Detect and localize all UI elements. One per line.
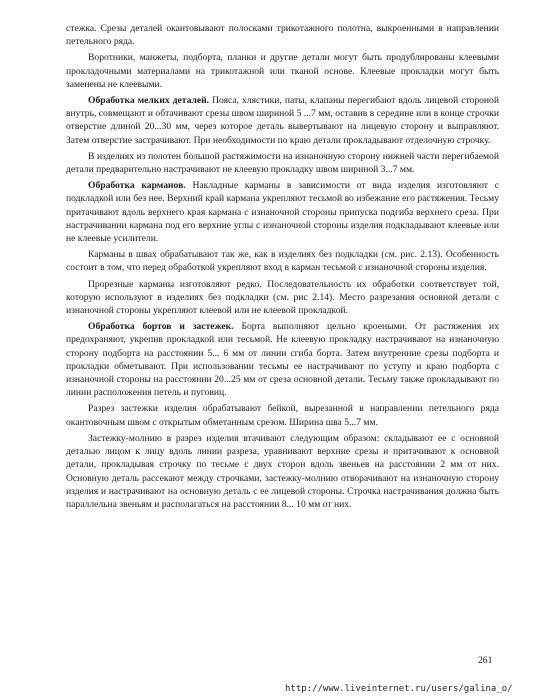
section-heading: Обработка карманов. [88, 180, 186, 192]
paragraph-text: Застежку-молнию в разрез изделия втачивают следующим образом: складывают ее с основной деталью лицом к лицу вдоль линии разреза, уравнивают верхние срезы и притачивают к основной детали, прокладывая строчку по тесьме с двух сторон вдоль звеньев на расстоянии 2 мм от них. Основную деталь рассекают между строчками, застежку-молнию отворачивают на изнаночную сторону изделия и настрачивают на основную деталь с ее лицевой стороны. Строчка настрачивания должна быть параллельна звеньям и располагаться на расстоянии 8... 10 мм от них. [66, 432, 499, 510]
paragraph [66, 248, 499, 274]
section-heading: Обработка мелких деталей. [88, 95, 210, 107]
paragraph [66, 320, 499, 399]
paragraph [66, 94, 499, 147]
paragraph [66, 278, 499, 318]
paragraph-text: Разрез застежки изделия обрабатывают бейкой, вырезанной в направлении петельного ряда окантовочным швом с открытым обметанным срезом. Ширина шва 5...7 мм. [66, 403, 499, 428]
paragraph [66, 402, 499, 428]
paragraph-text: Прорезные карманы изготовляют редко. Последовательность их обработки соответствует той, которую используют в изделиях без подкладки (см. рис 2.14). Место разрезания основной детали с изнаночной стороны укрепляют клеевой или не клеевой прокладкой. [66, 278, 499, 317]
paragraph-text: Накладные карманы в зависимости от вида изделия изготовляют с подкладкой или без нее. Верхний край кармана укрепляют тесьмой во избежание его растяжения. Тесьму притачивают вдоль верхнего края кармана с изнаночной стороны припуска подгиба верхнего среза. При настрачивании кармана под его верхние углы с изнаночной стороны изделия подкладывают клеевые или не клеевые усилители. [66, 180, 499, 245]
paragraph [66, 150, 499, 176]
paragraph-text: Пояса, хлястики, паты, клапаны перегибают вдоль лицевой стороной внутрь, совмещают и обтачивают срезы швом шириной 5 ...7 мм, оставив в середине или в конце строчки отверстие длиной 20...30 мм, через которое деталь вывертывают на лицевую сторону и выправляют. Затем отверстие застрачивают. При необходимости по краю детали прокладывают отделочную строчку. [66, 95, 499, 146]
paragraph [66, 51, 499, 91]
watermark-url: http://www.liveinternet.ru/users/galina_o/ [285, 684, 513, 694]
paragraph-text: Борта выполняют цельно кроеными. От растяжения их предохраняют, укрепив прокладкой или тесьмой. Не клеевую прокладку настрачивают на изнаночную сторону подборта на расстоянии 5... 6 мм от линии сгиба борта. Затем внутренние срезы подборта и прокладки обметывают. При использовании тесьмы ее настрачивают по уступу и краю подборта с изнаночной стороны на расстоянии 20...25 мм от среза основной детали. Тесьму также прокладывают по линии расположения петель и пуговиц. [66, 321, 499, 399]
paragraph-text: В изделиях из полотен большой растяжимости на изнаночную сторону нижней части перегибаемой детали предварительно настрачивают не клеевую прокладку швом шириной 3...7 мм. [66, 150, 499, 176]
section-heading: Обработка бортов и застежек. [88, 321, 234, 333]
paragraph-text: Карманы в швах обрабатывают так же, как в изделиях без подкладки (см. рис. 2.13). Особенность состоит в том, что перед обработкой укрепляют вход в карман тесьмой с изнаночной стороны изделия. [66, 249, 499, 274]
paragraph [66, 22, 499, 48]
page-number: 261 [478, 655, 493, 666]
paragraph [66, 432, 499, 511]
page-body [66, 22, 499, 514]
paragraph-text: стежка. Срезы деталей окантовывают полосками трикотажного полотна, выкроенными в направлении петельного ряда. [66, 23, 499, 48]
paragraph [66, 179, 499, 245]
paragraph-text: Воротники, манжеты, подборта, планки и другие детали могут быть продублированы клеевыми прокладочными материалами на трикотажной или тканой основе. Клеевые прокладки могут быть заменены не клеевыми. [66, 52, 499, 90]
